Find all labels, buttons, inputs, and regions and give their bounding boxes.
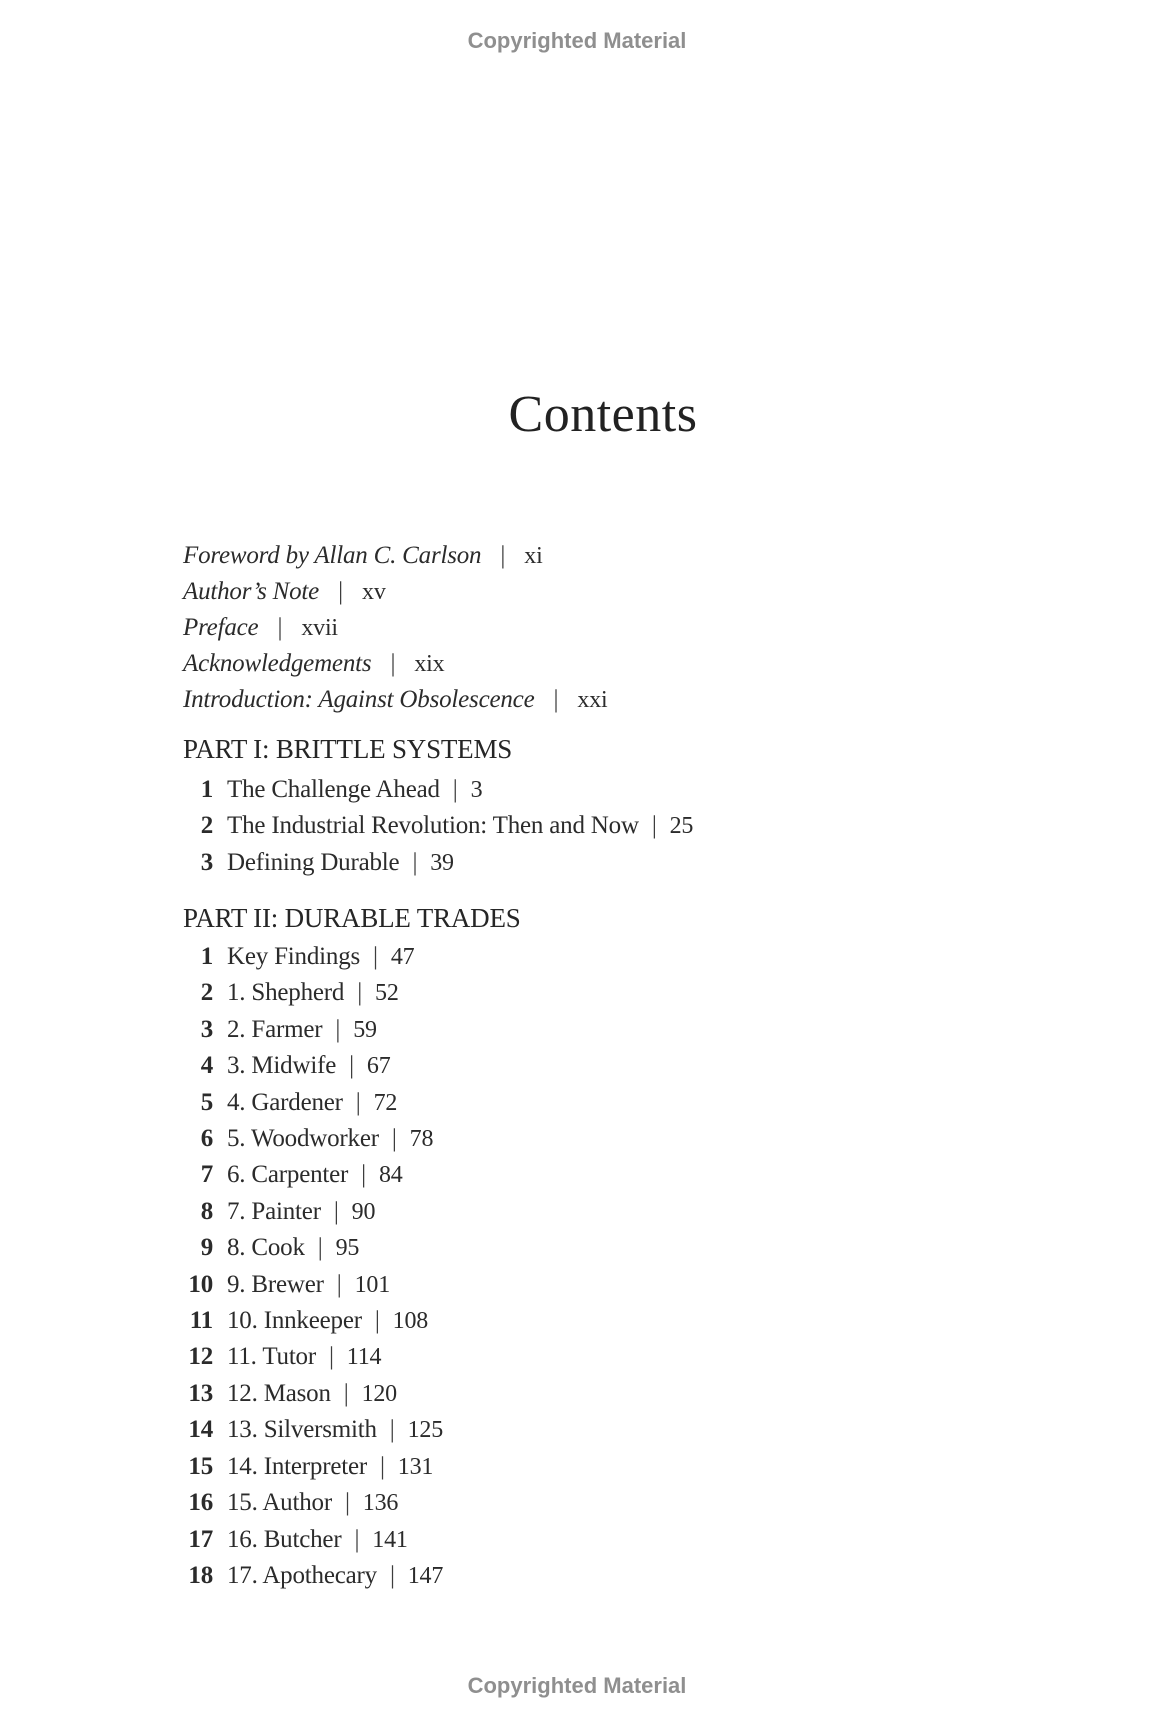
separator-bar: | [335, 1015, 341, 1043]
toc-item-row [183, 1449, 1023, 1485]
page-number: xi [524, 543, 543, 569]
page-number: 131 [397, 1453, 434, 1480]
separator-bar: | [349, 1052, 354, 1080]
page-number: 141 [372, 1526, 408, 1553]
chapter-title: Defining Durable [227, 848, 400, 876]
toc-item-row [183, 1194, 1023, 1230]
chapter-number: 3 [200, 848, 213, 876]
front-matter-row [183, 610, 1023, 646]
separator-bar: | [354, 1525, 360, 1553]
separator-bar: | [389, 1561, 395, 1589]
page-number: 3 [470, 777, 483, 803]
page-number: 78 [409, 1126, 434, 1153]
toc-item-row [183, 1303, 1023, 1339]
chapter-number: 2 [200, 812, 213, 840]
separator-bar: | [355, 1088, 361, 1116]
chapter-number: 1 [200, 943, 213, 970]
separator-bar: | [651, 812, 657, 840]
chapter-number: 12 [188, 1343, 213, 1371]
part-heading: PART II: DURABLE TRADES [183, 903, 521, 933]
toc-item-row [183, 845, 1023, 881]
chapter-title: 12. Mason [227, 1379, 331, 1407]
chapter-number: 2 [200, 979, 213, 1007]
page-number: 95 [335, 1235, 360, 1262]
toc-item-row [183, 1412, 1023, 1448]
separator-bar: | [361, 1161, 366, 1189]
page-number: 120 [361, 1380, 397, 1407]
page-number: 39 [430, 849, 454, 876]
separator-bar: | [553, 686, 559, 713]
page-title: Contents [508, 386, 698, 443]
chapter-number: 11 [189, 1307, 213, 1335]
front-matter-label: Author’s Note [183, 578, 320, 605]
separator-bar: | [344, 1489, 350, 1517]
part-2-items [183, 939, 1023, 1594]
page-number: 125 [407, 1417, 444, 1444]
page-number: 25 [669, 813, 694, 840]
page-number: 90 [351, 1198, 376, 1225]
toc-item-row [183, 808, 1023, 844]
separator-bar: | [343, 1379, 349, 1407]
part-section-2 [183, 901, 1023, 1594]
chapter-title: 1. Shepherd [227, 979, 345, 1007]
separator-bar: | [389, 1416, 395, 1444]
chapter-title: 10. Innkeeper [227, 1307, 362, 1335]
chapter-number: 18 [188, 1561, 213, 1589]
toc-item-row [183, 1558, 1023, 1594]
part-1-items [183, 772, 1023, 881]
chapter-number: 5 [200, 1088, 213, 1116]
front-matter-row [183, 538, 1023, 574]
separator-bar: | [317, 1234, 323, 1262]
page-number: xix [414, 651, 445, 677]
part-heading: PART I: BRITTLE SYSTEMS [183, 734, 513, 764]
front-matter-label: Preface [183, 614, 259, 641]
separator-bar: | [336, 1270, 342, 1298]
front-matter-label: Introduction: Against Obsolescence [183, 686, 535, 713]
front-matter-row [183, 682, 1023, 718]
toc-item-row [183, 1121, 1023, 1157]
front-matter-list [183, 538, 1023, 718]
page-number: 108 [392, 1308, 429, 1335]
copyright-watermark-bottom: Copyrighted Material [467, 1673, 687, 1698]
chapter-title: 8. Cook [227, 1234, 305, 1262]
separator-bar: | [452, 776, 458, 803]
page-number: 114 [346, 1344, 382, 1371]
chapter-title: 4. Gardener [227, 1088, 343, 1116]
separator-bar: | [390, 650, 396, 677]
chapter-title: 17. Apothecary [227, 1561, 377, 1589]
page-number: 84 [378, 1162, 403, 1189]
toc-item-row [183, 1339, 1023, 1375]
chapter-number: 1 [200, 776, 213, 803]
chapter-title: The Industrial Revolution: Then and Now [227, 812, 639, 840]
chapter-title: 11. Tutor [227, 1343, 316, 1371]
separator-bar: | [391, 1125, 397, 1153]
chapter-number: 6 [200, 1125, 213, 1153]
front-matter-label: Foreword by Allan C. Carlson [183, 542, 482, 569]
chapter-number: 8 [200, 1197, 213, 1225]
chapter-number: 3 [200, 1015, 213, 1043]
separator-bar: | [379, 1452, 385, 1480]
front-matter-row [183, 574, 1023, 610]
chapter-number: 16 [188, 1489, 213, 1517]
chapter-title: 6. Carpenter [227, 1161, 349, 1189]
toc-item-row [183, 975, 1023, 1011]
chapter-title: 2. Farmer [227, 1015, 323, 1043]
toc-item-row [183, 1230, 1023, 1266]
page-number: 101 [354, 1271, 390, 1298]
chapter-number: 4 [200, 1052, 213, 1080]
chapter-title: 16. Butcher [227, 1525, 342, 1553]
chapter-title: 15. Author [227, 1489, 332, 1517]
chapter-number: 13 [188, 1379, 213, 1407]
page-number: xvii [301, 615, 338, 641]
separator-bar: | [500, 542, 506, 569]
toc-item-row [183, 1085, 1023, 1121]
page-number: 72 [373, 1089, 398, 1116]
chapter-title: 13. Silversmith [227, 1416, 377, 1444]
toc-item-row [183, 1522, 1023, 1558]
toc-item-row [183, 1048, 1023, 1084]
chapter-number: 9 [200, 1234, 213, 1262]
toc-item-row [183, 1157, 1023, 1193]
separator-bar: | [357, 979, 363, 1007]
front-matter-label: Acknowledgements [183, 650, 372, 677]
toc-item-row [183, 1267, 1023, 1303]
separator-bar: | [328, 1343, 334, 1371]
chapter-title: 3. Midwife [227, 1052, 337, 1080]
page-number: 47 [390, 944, 415, 970]
separator-bar: | [374, 1307, 380, 1335]
chapter-title: Key Findings [227, 943, 361, 970]
separator-bar: | [338, 578, 343, 605]
separator-bar: | [277, 614, 283, 641]
chapter-title: 7. Painter [227, 1197, 321, 1225]
page-number: 147 [407, 1562, 444, 1589]
chapter-title: The Challenge Ahead [227, 776, 440, 803]
page-number: 52 [375, 980, 399, 1007]
part-section-1 [183, 732, 1023, 881]
chapter-number: 7 [200, 1161, 213, 1189]
separator-bar: | [373, 943, 378, 970]
toc-item-row [183, 939, 1023, 975]
chapter-title: 5. Woodworker [227, 1125, 379, 1153]
page-number: 59 [353, 1016, 377, 1043]
copyright-watermark-top: Copyrighted Material [467, 28, 687, 53]
front-matter-row [183, 646, 1023, 682]
separator-bar: | [333, 1197, 339, 1225]
toc-item-row [183, 1485, 1023, 1521]
separator-bar: | [412, 848, 418, 876]
page-number: xv [362, 579, 386, 605]
chapter-title: 14. Interpreter [227, 1452, 367, 1480]
chapter-number: 15 [188, 1452, 213, 1480]
page-number: xxi [577, 687, 608, 713]
page-number: 67 [366, 1053, 391, 1080]
chapter-number: 17 [188, 1525, 213, 1553]
toc-item-row [183, 1012, 1023, 1048]
toc-item-row [183, 772, 1023, 808]
toc-item-row [183, 1376, 1023, 1412]
page-number: 136 [362, 1490, 399, 1517]
chapter-number: 14 [188, 1416, 213, 1444]
chapter-number: 10 [188, 1270, 213, 1298]
chapter-title: 9. Brewer [227, 1270, 324, 1298]
